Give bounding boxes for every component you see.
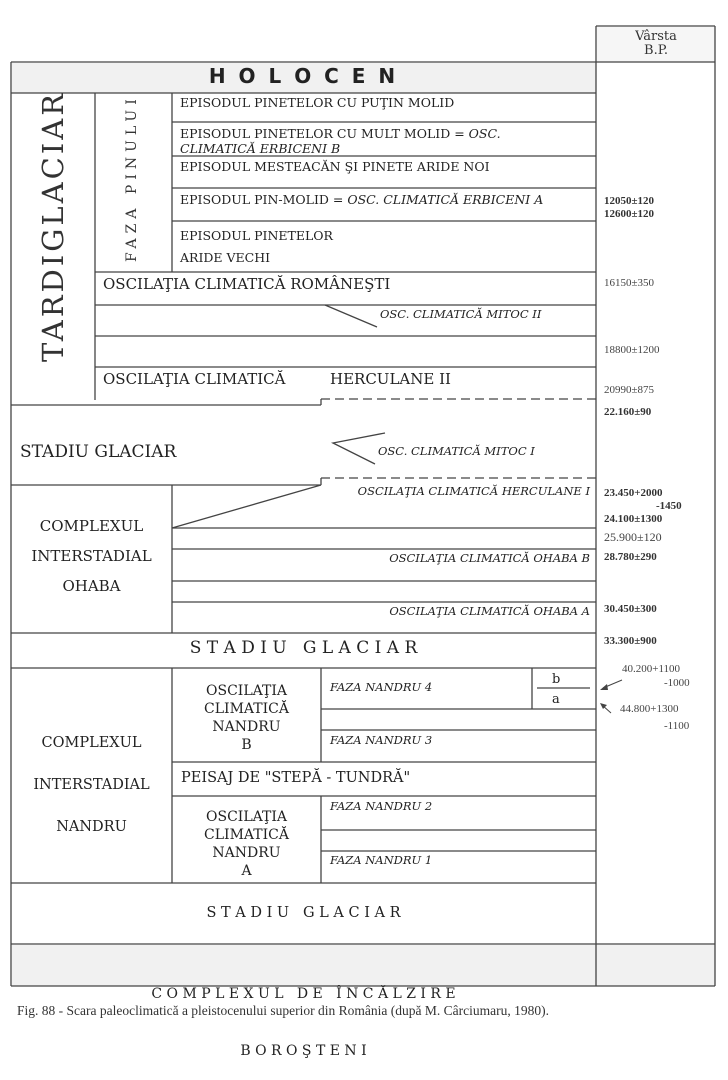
stadiu-glaciar-3: S T A D I U G L A C I A R xyxy=(206,905,401,921)
figure-caption: Fig. 88 - Scara paleoclimatică a pleistocenului superior din România (după M. Cârciumaru, 1980). xyxy=(17,1003,549,1018)
herculane2-label-a: OSCILAŢIA CLIMATICĂ xyxy=(103,370,286,388)
age-44800: 44.800+1300 xyxy=(620,703,679,715)
romanesti-label: OSCILAŢIA CLIMATICĂ ROMÂNEŞTI xyxy=(103,275,391,293)
faza-nandru-2: FAZA NANDRU 2 xyxy=(330,799,433,813)
age-23450: 23.450+2000 xyxy=(604,487,663,499)
ohaba-b-label: OSCILAŢIA CLIMATICĂ OHABA B xyxy=(389,551,590,565)
faza-nandru-4: FAZA NANDRU 4 xyxy=(330,680,433,694)
age-12050: 12050±120 xyxy=(604,195,655,207)
faza-nandru-3: FAZA NANDRU 3 xyxy=(330,733,433,747)
age-header-line1: Vârsta xyxy=(635,29,677,44)
age-25900: 25.900±120 xyxy=(604,530,662,544)
age-24100: 24.100±1300 xyxy=(604,513,663,525)
age-28780: 28.780±290 xyxy=(604,551,657,563)
nandru-title: COMPLEXUL INTERSTADIAL NANDRU xyxy=(33,735,150,835)
tardiglaciar-label: TARDIGLACIAR xyxy=(36,90,70,362)
age-33300: 33.300±900 xyxy=(604,635,657,647)
age-12600: 12600±120 xyxy=(604,208,655,220)
mitoc1-label: OSC. CLIMATICĂ MITOC I xyxy=(378,444,535,458)
ohaba-title: COMPLEXUL INTERSTADIAL OHABA xyxy=(31,517,152,595)
faza-nandru-1: FAZA NANDRU 1 xyxy=(330,853,433,867)
faza-pinului-label: FAZA PINULUI xyxy=(124,94,140,262)
stadiu-glaciar-1: STADIU GLACIAR xyxy=(20,442,177,462)
holocen-label: H O L O C E N xyxy=(208,64,399,88)
herculane2-label-b: HERCULANE II xyxy=(330,370,451,388)
nandru-osc-a: OSCILAŢIA CLIMATICĂ NANDRU A xyxy=(204,809,289,879)
nandru-osc-b: OSCILAŢIA CLIMATICĂ NANDRU B xyxy=(204,683,289,753)
age-20990: 20990±875 xyxy=(604,384,655,396)
age-30450: 30.450±300 xyxy=(604,603,657,615)
sub-a: a xyxy=(552,692,560,707)
age-23450-minus: -1450 xyxy=(656,500,682,512)
episode-5: EPISODUL PINETELOR ARIDE VECHI xyxy=(180,228,333,265)
episode-1: EPISODUL PINETELOR CU PUŢIN MOLID xyxy=(180,95,455,110)
age-header xyxy=(597,30,715,58)
mitoc2-line xyxy=(325,305,377,327)
age-16150: 16150±350 xyxy=(604,277,655,289)
age-18800: 18800±1200 xyxy=(604,344,660,356)
age-22160: 22.160±90 xyxy=(604,406,652,418)
episode-2: EPISODUL PINETELOR CU MULT MOLID = OSC. CLIMATICĂ ERBICENI B xyxy=(180,126,501,156)
age-40200: 40.200+1100 xyxy=(622,663,681,675)
ohaba-a-label: OSCILAŢIA CLIMATICĂ OHABA A xyxy=(389,604,590,618)
herculane1-label: OSCILAŢIA CLIMATICĂ HERCULANE I xyxy=(357,484,590,498)
episode-4: EPISODUL PIN-MOLID = OSC. CLIMATICĂ ERBICENI A xyxy=(180,192,544,207)
ohaba-diagonal xyxy=(172,485,321,528)
stadiu-glaciar-2: S T A D I U G L A C I A R xyxy=(189,638,418,658)
mitoc2-label: OSC. CLIMATICĂ MITOC II xyxy=(380,307,542,321)
age-44800-minus: -1100 xyxy=(664,720,690,732)
age-40200-minus: -1000 xyxy=(664,677,690,689)
age-header-line2: B.P. xyxy=(644,43,668,58)
borosteni-label: C O M P L E X U L D E Î N C Ă L Z I R E B O R O Ş T E N I xyxy=(151,986,456,1059)
sub-b: b xyxy=(552,672,561,687)
peisaj-label: PEISAJ DE "STEPĂ - TUNDRĂ" xyxy=(181,770,411,786)
episode-3: EPISODUL MESTEACĂN ŞI PINETE ARIDE NOI xyxy=(180,159,490,174)
